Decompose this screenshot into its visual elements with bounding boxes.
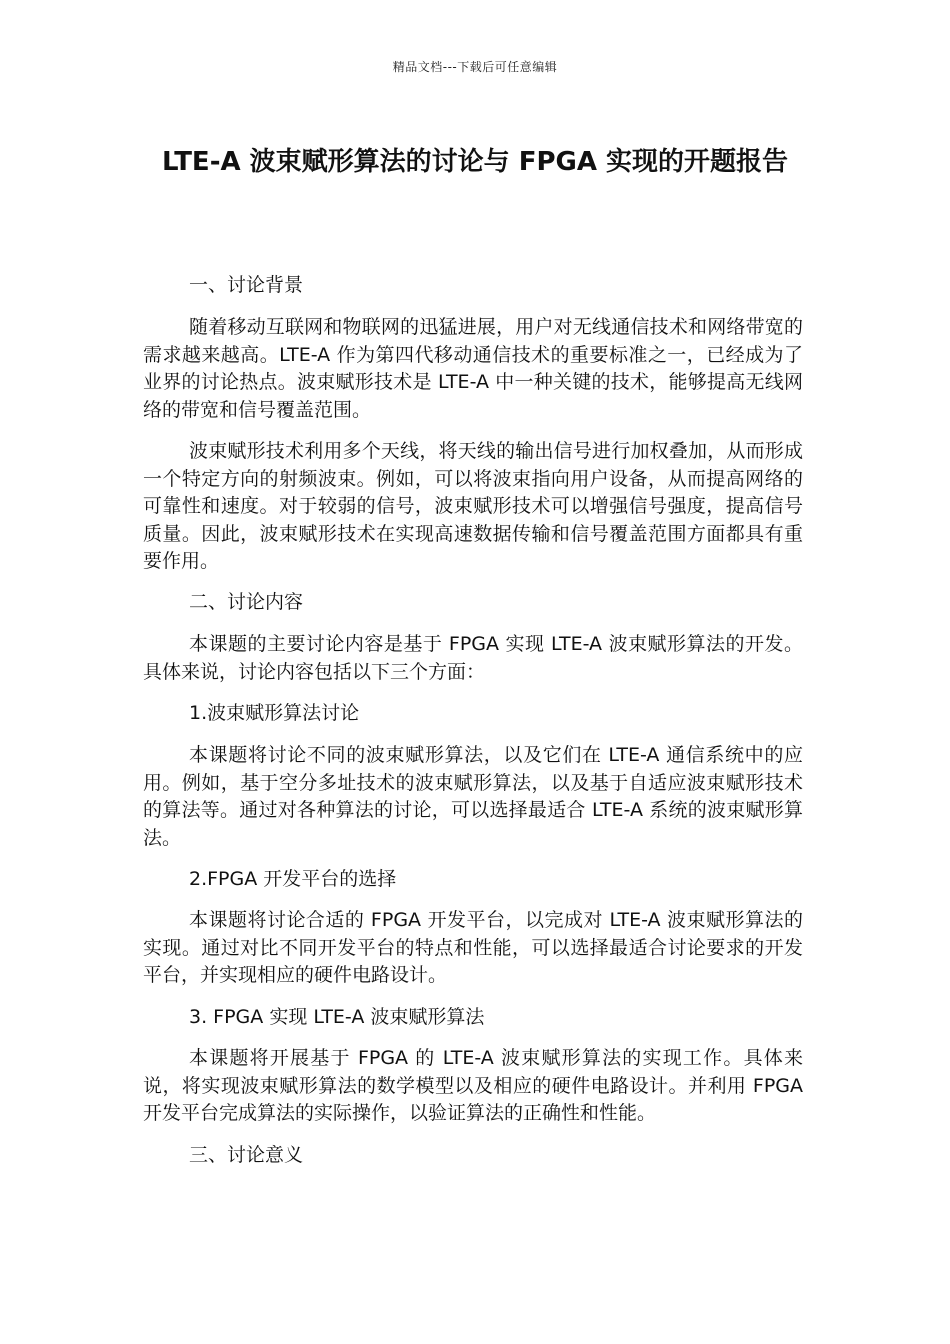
section-heading-content: 二、讨论内容 (189, 591, 304, 613)
paragraph-content-intro: 本课题的主要讨论内容是基于 FPGA 实现 LTE-A 波束赋形算法的开发。具体来说，讨论内容包括以下三个方面： (143, 633, 803, 683)
subheading-fpga-platform: 2.FPGA 开发平台的选择 (189, 868, 397, 890)
section-heading-significance: 三、讨论意义 (189, 1144, 304, 1166)
paragraph-fpga-platform: 本课题将讨论合适的 FPGA 开发平台，以完成对 LTE-A 波束赋形算法的实现。通过对比不同开发平台的特点和性能，可以选择最适合讨论要求的开发平台，并实现相应的硬件电路设计。 (143, 909, 803, 986)
paragraph-fpga-implementation: 本课题将开展基于 FPGA 的 LTE-A 波束赋形算法的实现工作。具体来说，将实现波束赋形算法的数学模型以及相应的硬件电路设计。并利用 FPGA 开发平台完成算法的实际操作，以验证算法的正确性和性能。 (143, 1047, 803, 1124)
subheading-algorithm-discussion: 1.波束赋形算法讨论 (189, 702, 360, 724)
page-header: 精品文档---下载后可任意编辑 (392, 60, 558, 74)
paragraph-background-1: 随着移动互联网和物联网的迅猛进展，用户对无线通信技术和网络带宽的需求越来越高。LTE-A 作为第四代移动通信技术的重要标准之一，已经成为了业界的讨论热点。波束赋形技术是 LTE-A 中一种关键的技术，能够提高无线网络的带宽和信号覆盖范围。 (143, 316, 803, 421)
document-title: LTE-A 波束赋形算法的讨论与 FPGA 实现的开题报告 (161, 147, 789, 177)
paragraph-algorithm-discussion: 本课题将讨论不同的波束赋形算法，以及它们在 LTE-A 通信系统中的应用。例如，基于空分多址技术的波束赋形算法，以及基于自适应波束赋形技术的算法等。通过对各种算法的讨论，可以选择最适合 LTE-A 系统的波束赋形算法。 (143, 744, 803, 849)
subheading-fpga-implementation: 3. FPGA 实现 LTE-A 波束赋形算法 (189, 1006, 485, 1028)
paragraph-background-2: 波束赋形技术利用多个天线，将天线的输出信号进行加权叠加，从而形成一个特定方向的射频波束。例如，可以将波束指向用户设备，从而提高网络的可靠性和速度。对于较弱的信号，波束赋形技术可以增强信号强度，提高信号质量。因此，波束赋形技术在实现高速数据传输和信号覆盖范围方面都具有重要作用。 (143, 440, 803, 572)
section-heading-background: 一、讨论背景 (189, 274, 304, 296)
